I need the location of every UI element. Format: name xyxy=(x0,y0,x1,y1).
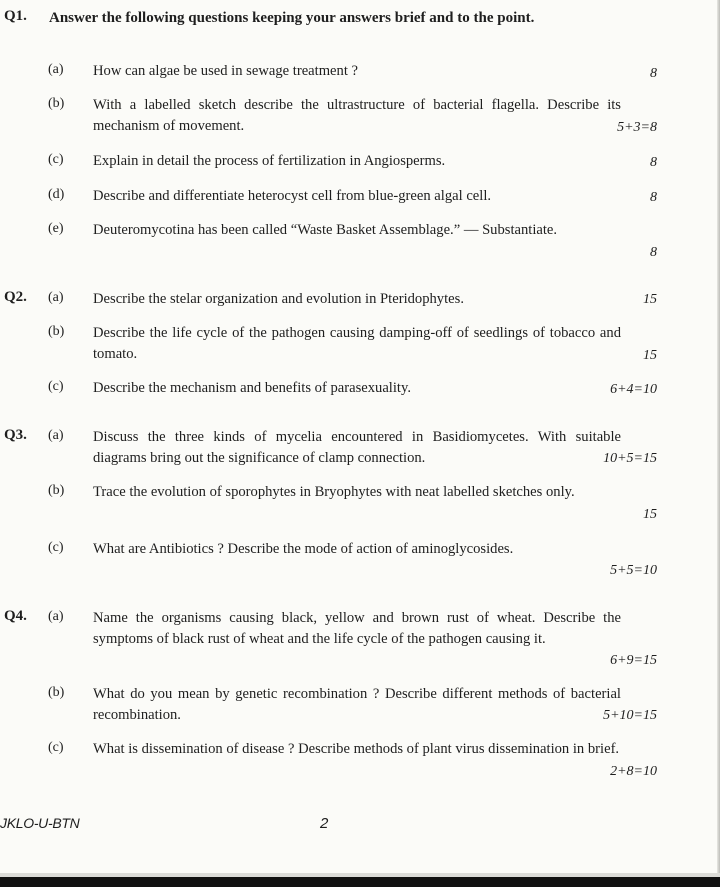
part-text: With a labelled sketch describe the ultrastructure of bacterial flagella. Describe its mechanism of movement. xyxy=(93,97,621,134)
part-text: What do you mean by genetic recombination ? Describe different methods of bacterial recombination. xyxy=(93,686,621,723)
part-label: (c) xyxy=(48,152,64,167)
part-text: Discuss the three kinds of mycelia encountered in Basidiomycetes. With suitable diagrams bring out the significance of clamp connection. xyxy=(93,429,621,466)
part-marks: 15 xyxy=(643,507,657,522)
part-marks: 8 xyxy=(650,190,657,205)
part-text: Name the organisms causing black, yellow and brown rust of wheat. Describe the symptoms of black rust of wheat and the life cycle of the pathogen causing it. xyxy=(93,610,621,647)
part-label: (b) xyxy=(48,483,65,498)
question-heading: Answer the following questions keeping your answers brief and to the point. xyxy=(49,10,535,26)
part-label: (a) xyxy=(48,428,64,443)
part-marks: 6+4=10 xyxy=(610,382,657,397)
part-marks: 5+3=8 xyxy=(617,120,657,135)
part-text: Trace the evolution of sporophytes in Bryophytes with neat labelled sketches only. xyxy=(93,484,575,500)
part-text: Deuteromycotina has been called “Waste Basket Assemblage.” — Substantiate. xyxy=(93,222,558,238)
part-marks: 15 xyxy=(643,292,657,307)
part-label: (e) xyxy=(48,221,64,236)
part-marks: 8 xyxy=(650,155,657,170)
part-label: (b) xyxy=(48,324,65,339)
part-marks: 8 xyxy=(650,245,657,260)
part-text: What are Antibiotics ? Describe the mode of action of aminoglycosides. xyxy=(93,541,514,557)
part-label: (a) xyxy=(48,609,64,624)
question-number: Q2. xyxy=(4,289,27,305)
part-label: (c) xyxy=(48,740,64,755)
part-text: How can algae be used in sewage treatment ? xyxy=(93,63,359,79)
part-label: (b) xyxy=(48,96,65,111)
question-number: Q3. xyxy=(4,427,27,443)
part-marks: 2+8=10 xyxy=(610,764,657,779)
part-marks: 6+9=15 xyxy=(610,653,657,668)
part-marks: 8 xyxy=(650,66,657,81)
paper-code: JKLO-U-BTN xyxy=(0,815,80,831)
part-text: Describe the mechanism and benefits of parasexuality. xyxy=(93,380,411,396)
part-marks: 10+5=15 xyxy=(603,451,657,466)
part-label: (a) xyxy=(48,290,64,305)
part-text: Describe the life cycle of the pathogen causing damping-off of seedlings of tobacco and tomato. xyxy=(93,325,621,362)
part-marks: 5+10=15 xyxy=(603,708,657,723)
part-label: (c) xyxy=(48,379,64,394)
part-label: (a) xyxy=(48,62,64,77)
question-number: Q4. xyxy=(4,608,27,624)
scan-bottom-edge xyxy=(0,877,720,887)
part-marks: 5+5=10 xyxy=(610,563,657,578)
part-label: (b) xyxy=(48,685,65,700)
part-text: Explain in detail the process of fertilization in Angiosperms. xyxy=(93,153,446,169)
part-text: Describe the stelar organization and evolution in Pteridophytes. xyxy=(93,291,464,307)
part-text: Describe and differentiate heterocyst cell from blue-green algal cell. xyxy=(93,188,492,204)
page-number: 2 xyxy=(320,815,329,832)
part-label: (d) xyxy=(48,187,65,202)
question-number: Q1. xyxy=(4,8,27,24)
part-text: What is dissemination of disease ? Describe methods of plant virus dissemination in brief. xyxy=(93,741,620,757)
part-label: (c) xyxy=(48,540,64,555)
part-marks: 15 xyxy=(643,348,657,363)
